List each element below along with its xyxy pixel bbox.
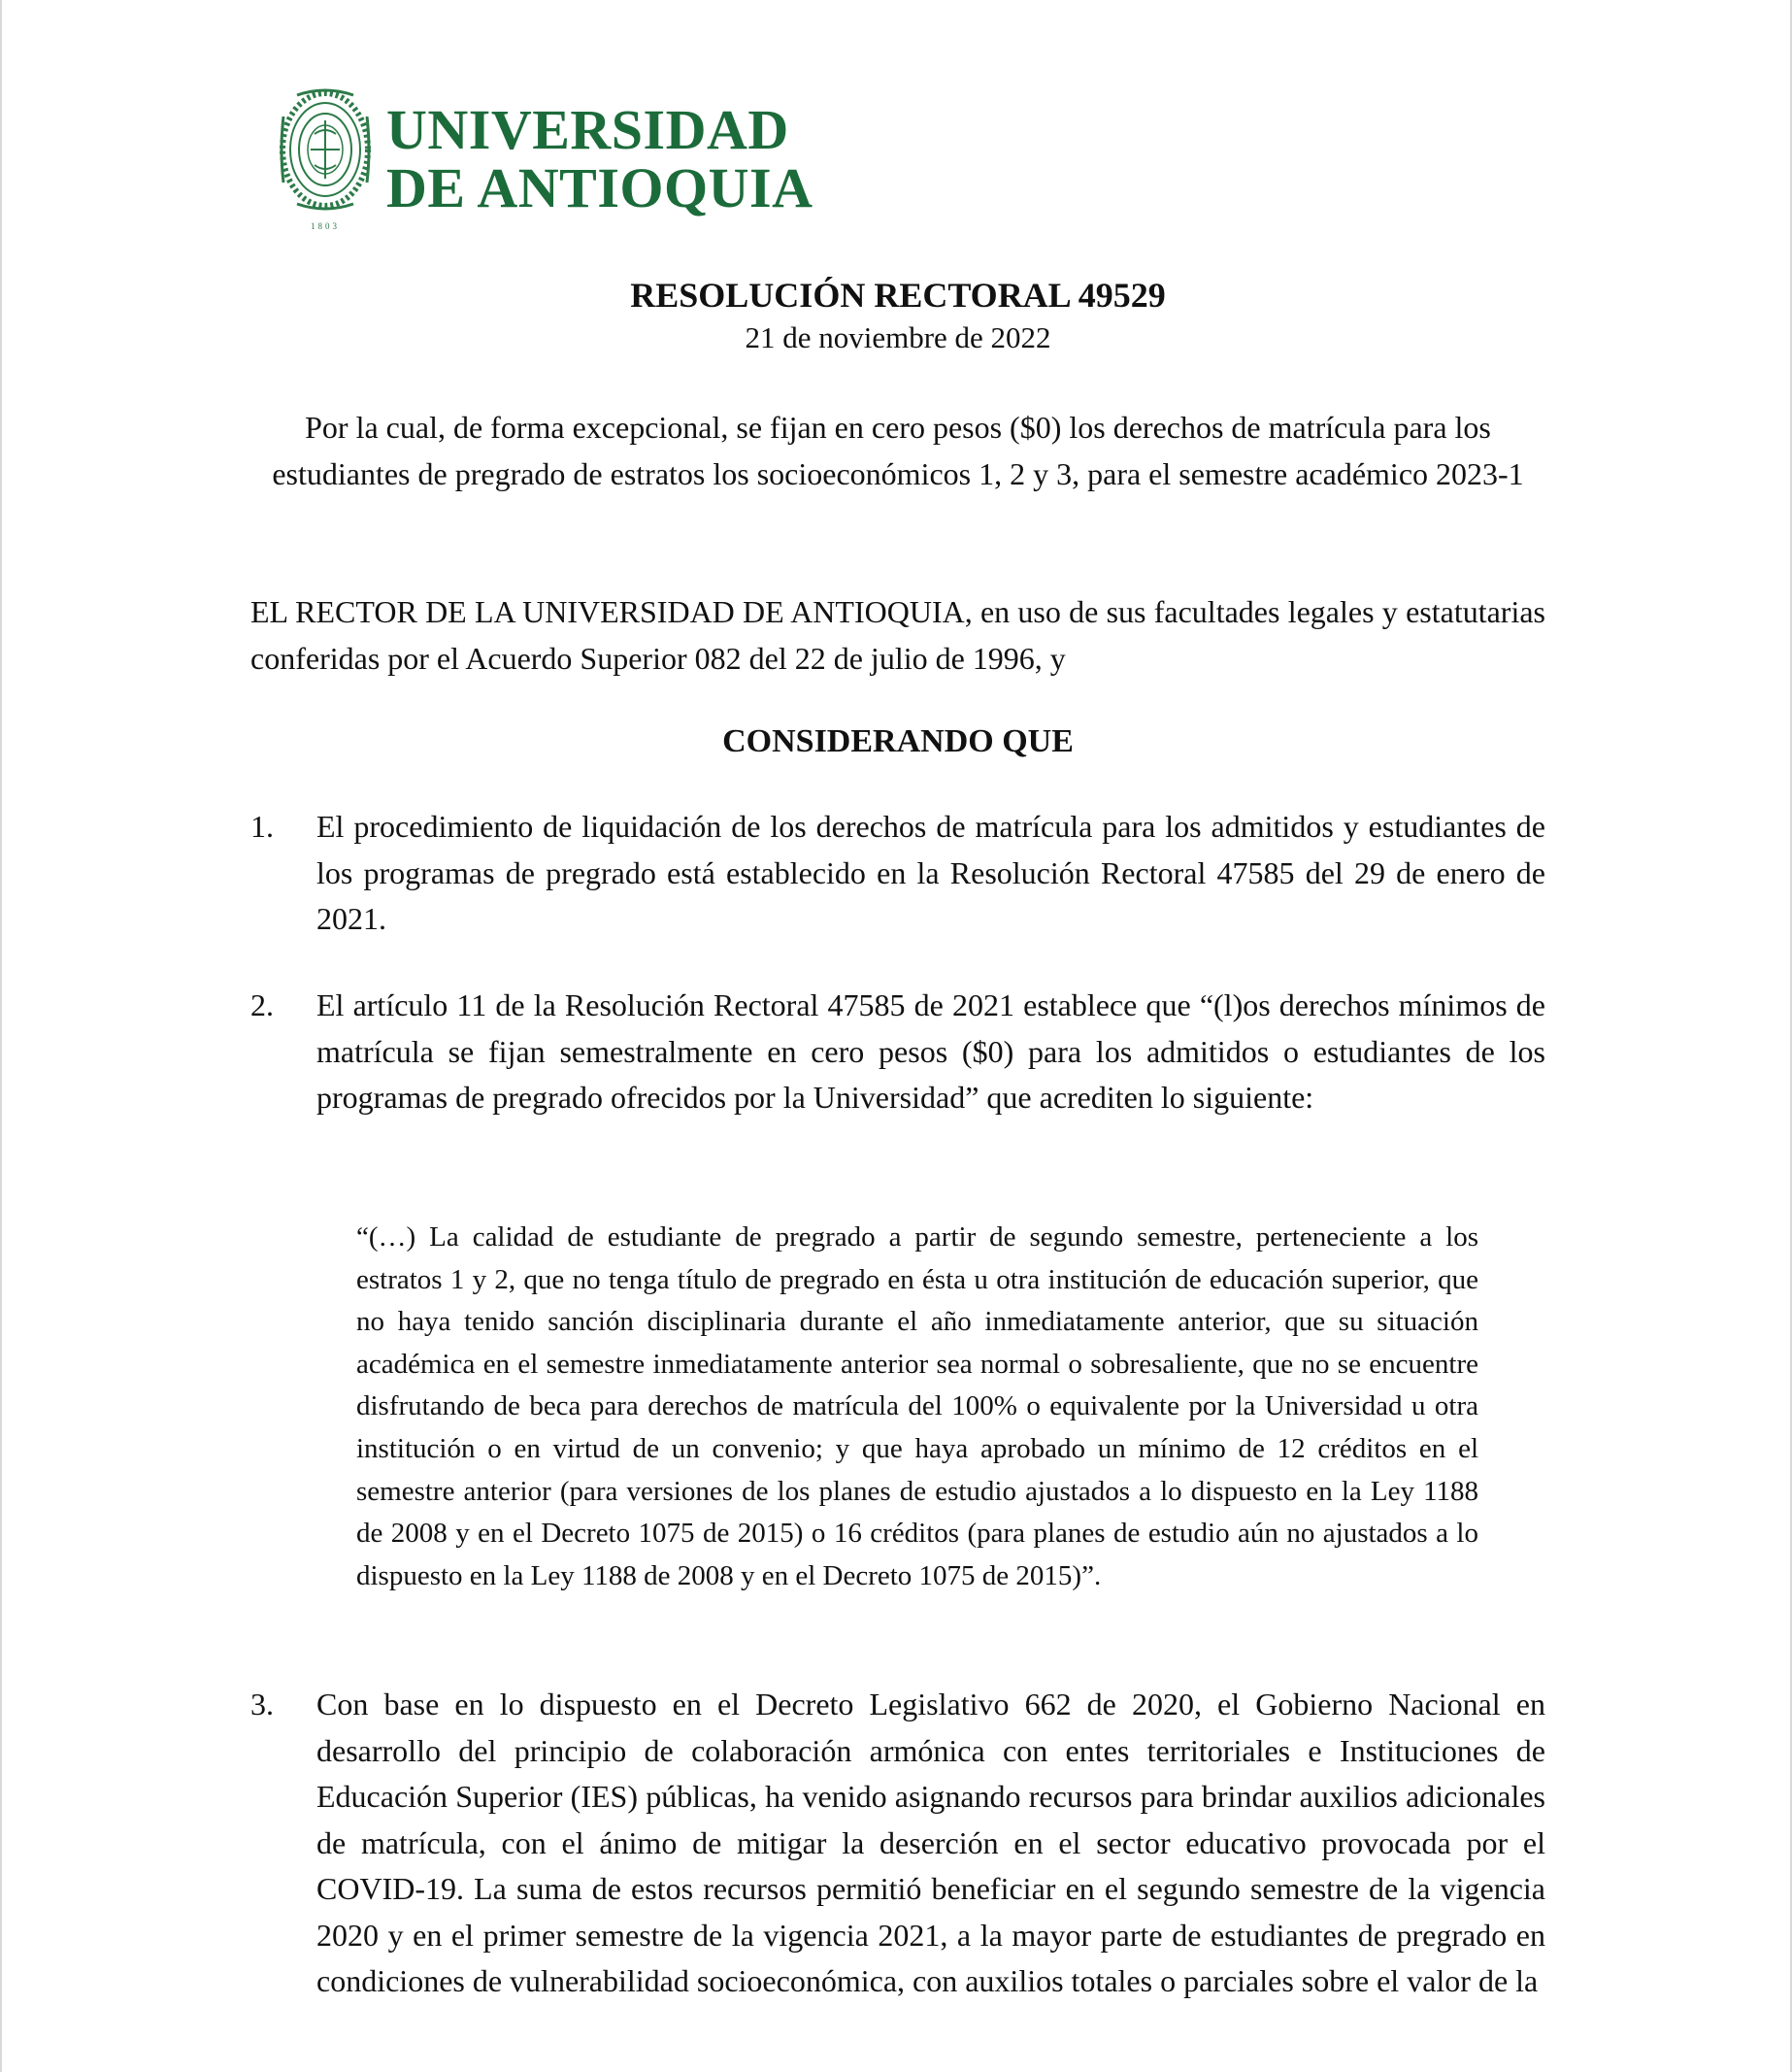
resolution-title: RESOLUCIÓN RECTORAL 49529 <box>630 276 1166 315</box>
item-text: Con base en lo dispuesto en el Decreto Legislativo 662 de 2020, el Gobierno Nacional en desarrollo del principio de colaboración armónica con entes territoriales e Instituciones de Educación Superior (IES) públicas, ha venido asignando recursos para brindar auxilios adicionales de matrícula, con el ánimo de mitigar la deserción en el sector educativo provocada por el COVID-19. La suma de estos recursos permitió beneficiar en el segundo semestre de la vigencia 2020 y en el primer semestre de la vigencia 2021, a la mayor parte de estudiantes de pregrado en condiciones de vulnerabilidad socioeconómica, con auxilios totales o parciales sobre el valor de la <box>316 1687 1545 1998</box>
university-logo <box>278 87 821 233</box>
preamble-paragraph: EL RECTOR DE LA UNIVERSIDAD DE ANTIOQUIA, en uso de sus facultades legales y estatutarias conferidas por el Acuerdo Superior 082 del 22 de julio de 1996, y <box>250 594 1545 676</box>
resolution-subject: Por la cual, de forma excepcional, se fijan en cero pesos ($0) los derechos de matrícula para los estudiantes de pregrado de estratos los socioeconómicos 1, 2 y 3, para el semestre académico 2023-1 <box>272 410 1524 491</box>
seal-year: 1803 <box>311 221 340 231</box>
considerando-item-2 <box>250 983 1545 1121</box>
university-name <box>386 98 813 219</box>
item-number: 3. <box>250 1687 274 1721</box>
item-number: 1. <box>250 809 274 844</box>
considerando-heading: CONSIDERANDO QUE <box>722 723 1074 759</box>
logo-line-2: DE ANTIOQUIA <box>386 156 813 219</box>
item-text: El artículo 11 de la Resolución Rectoral 47585 de 2021 establece que “(l)os derechos mínimos de matrícula se fijan semestralmente en cero pesos ($0) para los admitidos o estudiantes de los programas de pregrado ofrecidos por la Universidad” que acrediten lo siguiente: <box>316 987 1545 1115</box>
block-quote: “(…) La calidad de estudiante de pregrado a partir de segundo semestre, perteneciente a los estratos 1 y 2, que no tenga título de pregrado en ésta u otra institución de educación superior, que no haya tenido sanción disciplinaria durante el año inmediatamente anterior, que su situación académica en el semestre inmediatamente anterior sea normal o sobresaliente, que no se encuentre disfrutando de beca para derechos de matrícula del 100% o equivalente por la Universidad u otra institución o en virtud de un convenio; y que haya aprobado un mínimo de 12 créditos en el semestre anterior (para versiones de los planes de estudio ajustados a lo dispuesto en la Ley 1188 de 2008 y en el Decreto 1075 de 2015) o 16 créditos (para planes de estudio aún no ajustados a lo dispuesto en la Ley 1188 de 2008 y en el Decreto 1075 de 2015)”. <box>356 1221 1478 1591</box>
university-seal-icon <box>278 87 373 233</box>
resolution-date: 21 de noviembre de 2022 <box>745 320 1051 354</box>
item-text: El procedimiento de liquidación de los derechos de matrícula para los admitidos y estudiantes de los programas de pregrado está establecido en la Resolución Rectoral 47585 del 29 de enero de 2021. <box>316 809 1545 936</box>
logo-line-1: UNIVERSIDAD <box>386 98 789 161</box>
item-number: 2. <box>250 987 274 1022</box>
considerando-item-1 <box>250 804 1545 943</box>
considerando-item-3 <box>250 1682 1545 2005</box>
